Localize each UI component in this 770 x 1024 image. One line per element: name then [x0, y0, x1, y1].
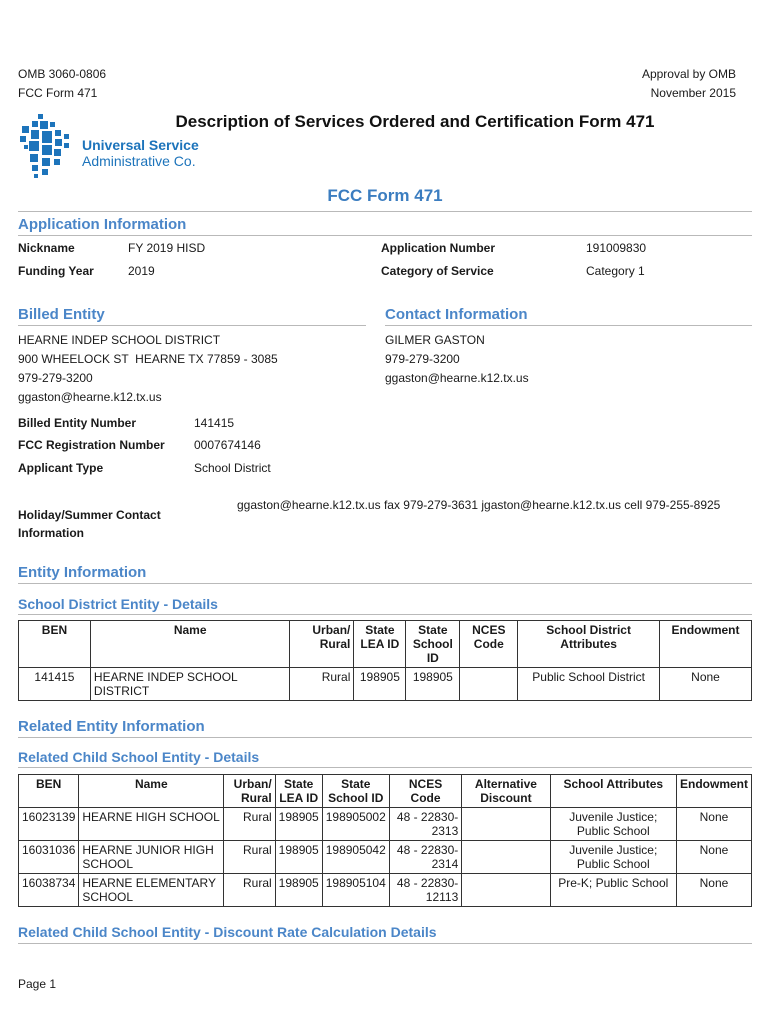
cell-state-lea-id: 198905 [275, 874, 322, 907]
funding-year-value: 2019 [128, 264, 155, 278]
form-number: FCC Form 471 [18, 86, 98, 100]
cell-nces-code: 48 - 22830- 12113 [389, 874, 461, 907]
category-of-service-value: Category 1 [586, 264, 645, 278]
cell-urban-rural: Rural [224, 841, 275, 874]
billed-entity-heading: Billed Entity [18, 306, 105, 323]
contact-email: ggaston@hearne.k12.tx.us [385, 371, 529, 385]
billed-entity-number-label: Billed Entity Number [18, 416, 137, 430]
cell-urban-rural: Rural [224, 808, 275, 841]
divider [18, 767, 752, 768]
table-row [19, 841, 752, 874]
usac-logo-text: Universal Service Administrative Co. [82, 137, 199, 169]
col-state-school-id: State School ID [406, 621, 460, 668]
header-right [642, 65, 736, 103]
divider [18, 943, 752, 944]
col-endowment: Endowment [676, 775, 751, 808]
entity-info-heading: Entity Information [18, 564, 147, 581]
billed-entity-name: HEARNE INDEP SCHOOL DISTRICT [18, 333, 221, 347]
col-name: Name [79, 775, 224, 808]
divider [18, 211, 752, 212]
cell-ben: 16031036 [19, 841, 79, 874]
table-header-row [19, 621, 752, 668]
page-number: Page 1 [18, 977, 57, 991]
cell-state-school-id: 198905 [406, 668, 460, 701]
cell-alternative-discount [462, 808, 550, 841]
fcc-registration-label: FCC Registration Number [18, 438, 165, 452]
col-school-attributes: School Attributes [550, 775, 676, 808]
cell-state-lea-id: 198905 [354, 668, 406, 701]
billed-entity-block [18, 331, 278, 407]
applicant-type-label: Applicant Type [18, 461, 104, 475]
col-urban-rural: Urban/ Rural [224, 775, 275, 808]
school-district-table [18, 620, 752, 701]
col-state-school-id: State School ID [322, 775, 389, 808]
divider [18, 583, 752, 584]
cell-state-school-id: 198905002 [322, 808, 389, 841]
table-header-row [19, 775, 752, 808]
col-ben: BEN [19, 621, 91, 668]
cell-state-school-id: 198905104 [322, 874, 389, 907]
cell-name: HEARNE ELEMENTARY SCHOOL [79, 874, 224, 907]
school-district-details-heading: School District Entity - Details [18, 596, 218, 612]
related-entity-heading: Related Entity Information [18, 718, 205, 735]
divider [18, 325, 366, 326]
cell-name: HEARNE INDEP SCHOOL DISTRICT [90, 668, 290, 701]
cell-nces-code [460, 668, 518, 701]
cell-ben: 16038734 [19, 874, 79, 907]
approval-date: November 2015 [650, 86, 736, 100]
holiday-contact-value: ggaston@hearne.k12.tx.us fax 979-279-3631 jgaston@hearne.k12.tx.us cell 979-255-8925 [237, 498, 721, 512]
application-number-label: Application Number [381, 241, 496, 255]
application-number-value: 191009830 [586, 241, 647, 255]
col-ben: BEN [19, 775, 79, 808]
col-nces-code: NCES Code [460, 621, 518, 668]
contact-name: GILMER GASTON [385, 333, 485, 347]
approval-text: Approval by OMB [641, 67, 736, 81]
col-alternative-discount: Alternative Discount [462, 775, 550, 808]
header-left [18, 65, 106, 103]
col-urban-rural: Urban/ Rural [290, 621, 354, 668]
cell-nces-code: 48 - 22830- 2314 [389, 841, 461, 874]
application-info-heading: Application Information [18, 216, 187, 233]
billed-entity-phone: 979-279-3200 [18, 371, 93, 385]
cell-urban-rural: Rural [224, 874, 275, 907]
col-name: Name [90, 621, 290, 668]
cell-ben: 16023139 [19, 808, 79, 841]
related-child-table [18, 774, 752, 907]
divider [18, 235, 752, 236]
form-title: FCC Form 471 [327, 186, 443, 205]
table-row [19, 808, 752, 841]
cell-name: HEARNE HIGH SCHOOL [79, 808, 224, 841]
cell-state-lea-id: 198905 [275, 841, 322, 874]
billed-entity-email: ggaston@hearne.k12.tx.us [18, 390, 162, 404]
cell-school-attributes: Juvenile Justice; Public School [550, 808, 676, 841]
omb-number: OMB 3060-0806 [18, 67, 107, 81]
category-of-service-label: Category of Service [381, 264, 494, 278]
contact-block [385, 331, 529, 388]
nickname-value: FY 2019 HISD [128, 241, 206, 255]
usac-logo-mark-icon [16, 112, 80, 184]
discount-rate-heading: Related Child School Entity - Discount Rate Calculation Details [18, 924, 437, 940]
nickname-label: Nickname [18, 241, 75, 255]
cell-endowment: None [676, 808, 751, 841]
funding-year-label: Funding Year [18, 264, 94, 278]
table-row [19, 668, 752, 701]
cell-nces-code: 48 - 22830- 2313 [389, 808, 461, 841]
col-nces-code: NCES Code [389, 775, 461, 808]
contact-info-heading: Contact Information [385, 306, 528, 323]
cell-district-attributes: Public School District [518, 668, 660, 701]
divider [385, 325, 752, 326]
holiday-contact-label: Holiday/Summer Contact Information [18, 508, 161, 540]
cell-state-lea-id: 198905 [275, 808, 322, 841]
cell-alternative-discount [462, 874, 550, 907]
document-title: Description of Services Ordered and Certification Form 471 [175, 112, 655, 131]
cell-alternative-discount [462, 841, 550, 874]
cell-school-attributes: Pre-K; Public School [550, 874, 676, 907]
cell-endowment: None [676, 841, 751, 874]
table-row [19, 874, 752, 907]
billed-entity-number-value: 141415 [194, 416, 235, 430]
divider [18, 614, 752, 615]
applicant-type-value: School District [194, 461, 271, 475]
cell-endowment: None [660, 668, 752, 701]
cell-ben: 141415 [19, 668, 91, 701]
col-endowment: Endowment [660, 621, 752, 668]
col-state-lea-id: State LEA ID [275, 775, 322, 808]
cell-name: HEARNE JUNIOR HIGH SCHOOL [79, 841, 224, 874]
divider [18, 737, 752, 738]
billed-entity-address: 900 WHEELOCK ST HEARNE TX 77859 - 3085 [18, 352, 278, 366]
col-state-lea-id: State LEA ID [354, 621, 406, 668]
cell-state-school-id: 198905042 [322, 841, 389, 874]
cell-school-attributes: Juvenile Justice; Public School [550, 841, 676, 874]
col-district-attributes: School District Attributes [518, 621, 660, 668]
contact-phone: 979-279-3200 [385, 352, 460, 366]
cell-endowment: None [676, 874, 751, 907]
cell-urban-rural: Rural [290, 668, 354, 701]
related-child-details-heading: Related Child School Entity - Details [18, 749, 260, 765]
fcc-registration-value: 0007674146 [194, 438, 261, 452]
